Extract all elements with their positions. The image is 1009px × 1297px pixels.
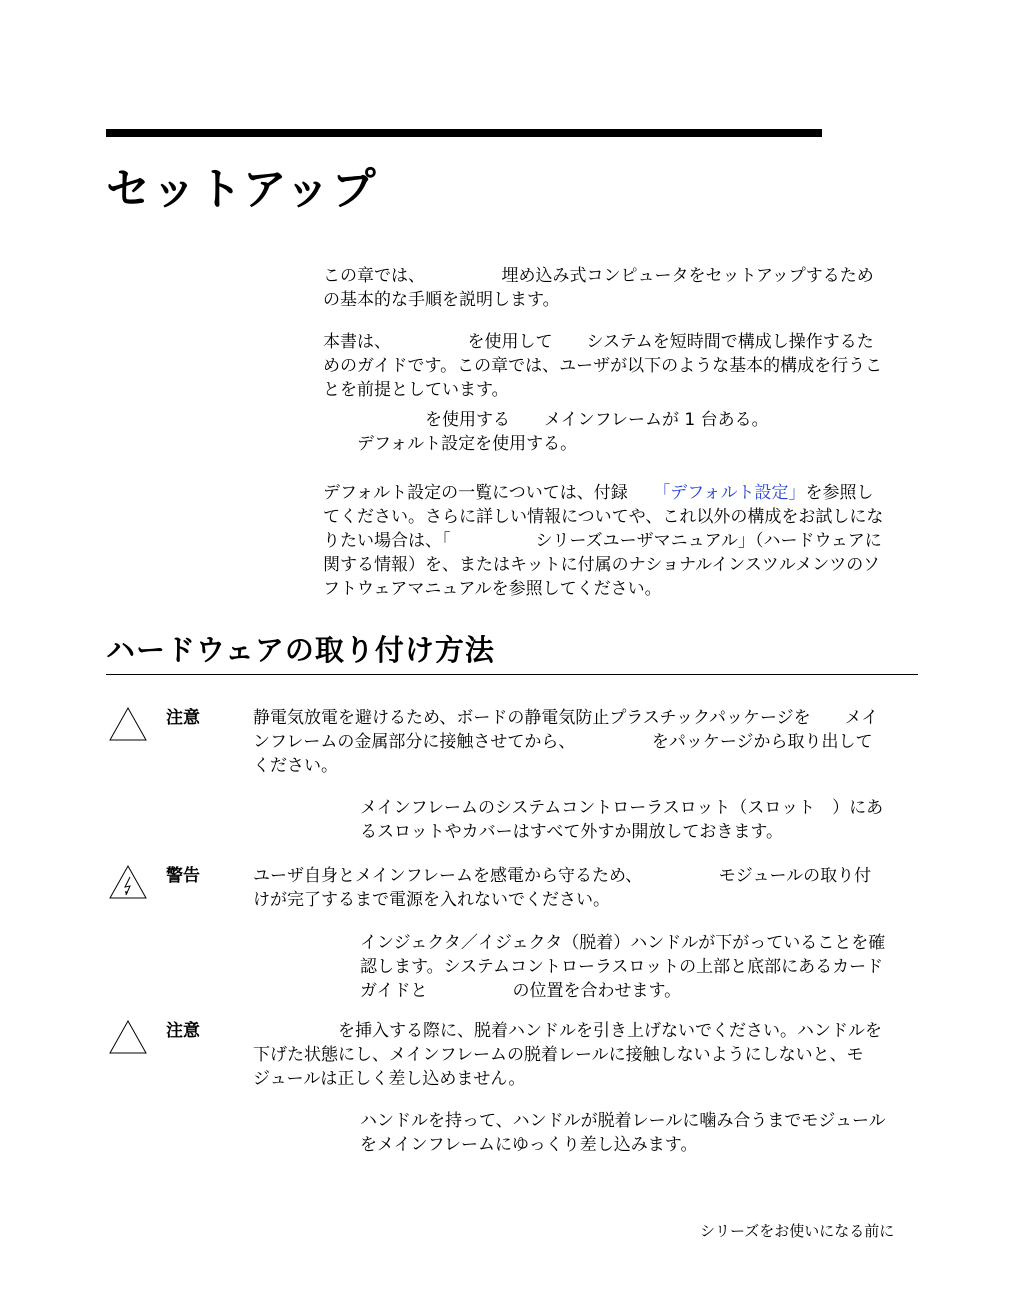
step-line: るスロットやカバーはすべて外すか開放しておきます。 (360, 822, 783, 842)
note-line: を挿入する際に、脱着ハンドルを引き上げないでください。ハンドルを (253, 1021, 882, 1041)
intro-paragraph-3 (323, 481, 923, 601)
note-line: ンフレームの金属部分に接触させてから、 をパッケージから取り出して (253, 732, 873, 752)
caution-label: 注意 (166, 1021, 200, 1041)
intro-bullet-list (323, 408, 923, 456)
caution-icon (108, 706, 148, 742)
note-line: 下げた状態にし、メインフレームの脱着レールに接触しないようにしないと、モ (253, 1045, 864, 1065)
intro-line: めのガイドです。この章では、ユーザが以下のような基本的構成を行うこ (323, 356, 883, 376)
top-rule (106, 129, 822, 137)
warning-shock-icon (108, 864, 148, 900)
caution-label: 注意 (166, 708, 200, 728)
intro-line: この章では、 埋め込み式コンピュータをセットアップするため (323, 266, 874, 286)
intro-line: の基本的な手順を説明します。 (323, 290, 560, 310)
step-line: メインフレームのシステムコントローラスロット（スロット ）にあ (360, 798, 884, 818)
step-line: インジェクタ／イジェクタ（脱着）ハンドルが下がっていることを確 (360, 933, 886, 953)
intro-line: フトウェアマニュアルを参照してください。 (323, 579, 662, 599)
section-rule (106, 674, 918, 675)
intro-text: を参照し (805, 483, 874, 503)
step-line: ハンドルを持って、ハンドルが脱着レールに噛み合うまでモジュール (360, 1111, 886, 1131)
caution-text (253, 1019, 923, 1091)
intro-line: てください。さらに詳しい情報についてや、これ以外の構成をお試しにな (323, 507, 884, 527)
step-line: ガイドと の位置を合わせます。 (360, 981, 682, 1001)
step-line: をメインフレームにゆっくり差し込みます。 (360, 1135, 698, 1155)
step-3-text (360, 1109, 930, 1157)
warning-text (253, 864, 923, 912)
intro-paragraph-1 (323, 264, 923, 312)
note-line: ユーザ自身とメインフレームを感電から守るため、 モジュールの取り付 (253, 866, 872, 886)
intro-text: デフォルト設定の一覧については、付録 (323, 483, 662, 503)
warning-label: 警告 (166, 866, 200, 886)
default-settings-link[interactable]: 「デフォルト設定」 (661, 483, 806, 503)
note-line: 静電気放電を避けるため、ボードの静電気防止プラスチックパッケージを メイ (253, 708, 879, 728)
intro-line: りたい場合は、「 シリーズユーザマニュアル」（ハードウェアに (323, 531, 882, 551)
note-line: ジュールは正しく差し込めません。 (253, 1069, 526, 1089)
intro-line (323, 481, 923, 505)
step-1-text (360, 796, 930, 844)
bullet-item: を使用する メインフレームが 1 台ある。 (323, 410, 769, 430)
step-line: 認します。システムコントローラスロットの上部と底部にあるカード (360, 957, 884, 977)
bullet-item: デフォルト設定を使用する。 (323, 434, 578, 454)
intro-line: 関する情報）を、またはキットに付属のナショナルインスツルメンツのソ (323, 555, 880, 575)
note-line: けが完了するまで電源を入れないでください。 (253, 890, 610, 910)
caution-text (253, 706, 923, 778)
intro-line: 本書は、 を使用して システムを短時間で構成し操作するた (323, 332, 874, 352)
section-title: ハードウェアの取り付け方法 (106, 633, 495, 667)
intro-line: とを前提としています。 (323, 380, 509, 400)
intro-paragraph-2 (323, 330, 923, 402)
step-2-text (360, 931, 930, 1003)
caution-icon (108, 1019, 148, 1055)
chapter-title: セットアップ (106, 164, 378, 215)
page-footer: シリーズをお使いになる前に (700, 1222, 895, 1240)
note-line: ください。 (253, 756, 338, 776)
